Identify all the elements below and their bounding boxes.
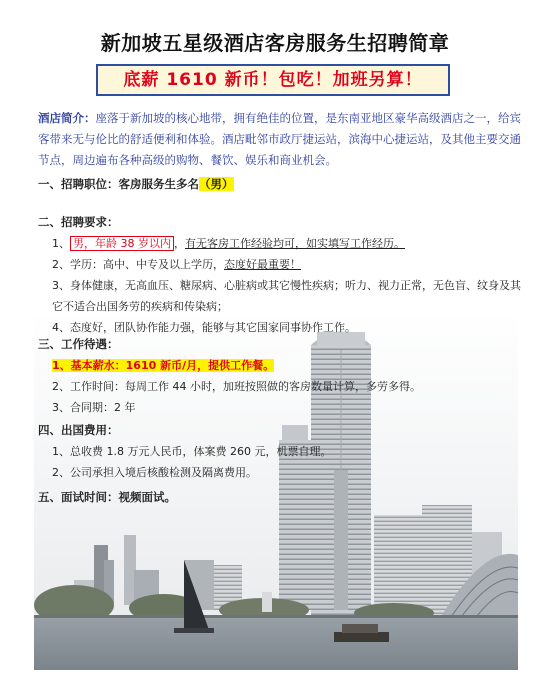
- position-heading: 一、招聘职位：: [38, 177, 119, 191]
- requirement-1-age: 男，年龄 38 岁以内: [70, 236, 174, 251]
- poster-title: 新加坡五星级酒店客房服务生招聘简章: [100, 31, 450, 55]
- fees-heading: 四、出国费用：: [38, 423, 119, 437]
- section-requirements: [38, 212, 528, 338]
- requirement-4-num: 4、: [52, 321, 70, 334]
- interview-value: 视频面试。: [118, 490, 176, 504]
- interview-heading: 五、面试时间：: [38, 490, 119, 504]
- benefit-hours: 2、工作时间：每周工作 44 小时，加班按照做的客房数量计算，多劳多得。: [52, 380, 421, 393]
- benefit-contract: 3、合同期：2 年: [52, 401, 136, 414]
- requirement-3-text: 身体健康，无高血压、糖尿病、心脏病或其它慢性疾病；听力、视力正常，无色盲、纹身及其它不适合出国务劳的疾病和传染病；: [52, 279, 521, 313]
- requirement-3-num: 3、: [52, 279, 70, 292]
- requirement-2: [38, 254, 528, 275]
- fee-2: 2、公司承担入境后核酸检测及隔离费用。: [52, 466, 257, 479]
- section-position: [38, 174, 528, 195]
- requirement-2-text: 学历：高中、中专及以上学历，: [70, 258, 224, 271]
- requirement-4-text: 态度好，团队协作能力强，能够与其它国家同事协作工作。: [70, 321, 356, 334]
- requirement-1-num: 1、: [52, 237, 70, 250]
- requirement-1-sep: ，: [174, 237, 185, 250]
- fee-1: 1、总收费 1.8 万元人民币，体案费 260 元，机票自理。: [52, 445, 332, 458]
- intro-text: 座落于新加坡的核心地带，拥有绝佳的位置，是东南亚地区豪华高级酒店之一，给宾客带来无与伦比的舒适便利和体验。酒店毗邻市政厅捷运站，滨海中心捷运站，及其他主要交通节点，周边遍布各种高级的购物、餐饮、娱乐和商业机会。: [38, 111, 521, 167]
- requirements-heading: 二、招聘要求：: [38, 215, 119, 229]
- intro-label: 酒店简介：: [38, 111, 96, 125]
- benefits-heading: 三、工作待遇：: [38, 337, 119, 351]
- requirement-1: [38, 233, 528, 254]
- requirement-1-experience: 有无客房工作经验均可，如实填写工作经历。: [185, 237, 405, 250]
- requirement-3: [38, 275, 528, 317]
- gender-note: （男）: [199, 177, 234, 191]
- salary-banner: 底薪 1610 新币！包吃！加班另算！: [96, 64, 450, 96]
- hotel-intro: [38, 108, 522, 171]
- section-interview: [38, 487, 528, 508]
- benefit-salary: 1、基本薪水：1610 新币/月，提供工作餐。: [52, 359, 275, 372]
- section-benefits: [38, 334, 528, 418]
- requirement-2-attitude: 态度好最重要！: [224, 258, 301, 271]
- section-fees: [38, 420, 528, 483]
- requirement-2-num: 2、: [52, 258, 70, 271]
- position-value: 客房服务生多名: [118, 177, 199, 191]
